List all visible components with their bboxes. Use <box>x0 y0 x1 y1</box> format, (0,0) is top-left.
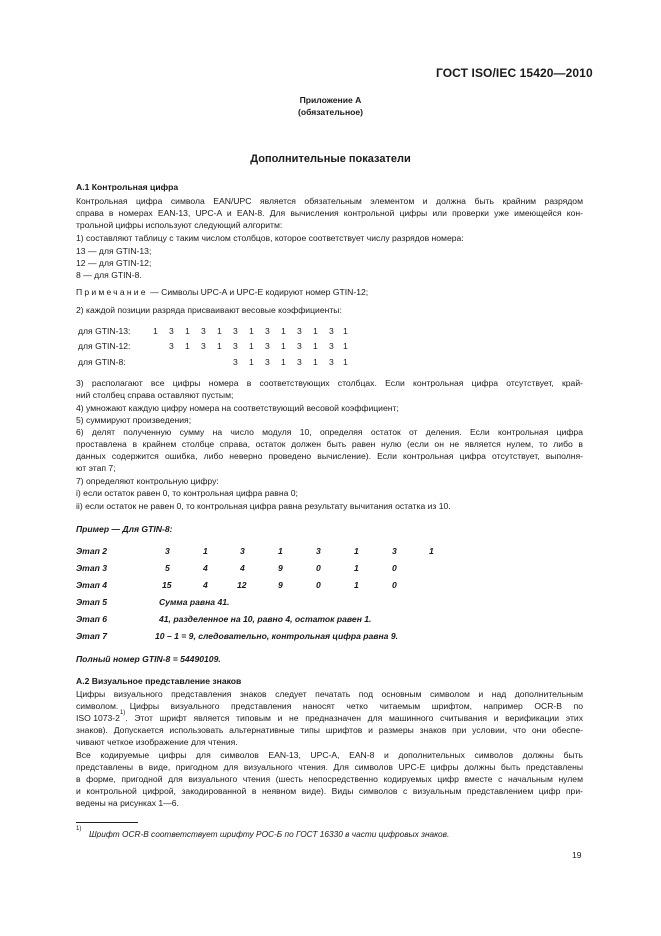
example-cell: 0 <box>392 563 397 573</box>
weight-cell: 3 <box>169 326 174 336</box>
a2-p2-line-3: в форме, пригодной для визуального чтения (шесть непосредственно кодируемых цифр вместе с начальным нулем <box>76 774 583 784</box>
weight-cell: 1 <box>313 357 318 367</box>
example-cell: 1 <box>354 580 359 590</box>
document-header: ГОСТ ISO/IEC 15420—2010 <box>436 66 593 80</box>
step-6-line-4: ют этап 7; <box>76 463 116 473</box>
weight-cell: 3 <box>329 341 334 351</box>
step-3-line-1: 3) располагают все цифры номера в соответствующих столбцах. Если контрольная цифра отсутствует, край- <box>76 378 583 388</box>
a2-p1-line-5: чивают четкое изображение для чтения. <box>76 737 238 747</box>
example-row-label-2: Этап 2 <box>76 546 108 556</box>
example-cell: 4 <box>240 563 245 573</box>
a1-p1-line-2: справа в номерах EAN-13, UPC-A и EAN-8. Для вычисления контрольной цифры или проверки уже имеющейся кон- <box>76 208 583 218</box>
step-2: 2) каждой позиции разряда присваивают весовые коэффициенты: <box>76 305 342 315</box>
a2-p1-line-3 <box>76 710 583 724</box>
weight-cell: 3 <box>201 341 206 351</box>
step-6-line-1: 6) делят полученную сумму на число модуля 10, определяя остаток от деления. Если контрольная цифра <box>76 427 583 437</box>
example-cell: 15 <box>162 580 172 590</box>
example-cell: 9 <box>278 563 283 573</box>
weight-cell: 3 <box>265 357 270 367</box>
weight-cell: 1 <box>249 326 254 336</box>
a2-p1-line-2: символом. Цифры визуального представления наносят четко читаемым шрифтом, например OCR-B по <box>76 701 583 711</box>
weight-cell: 1 <box>281 326 286 336</box>
footnote-text: Шрифт OCR-B соответствует шрифту РОС-Б по ГОСТ 16330 в части цифровых знаков. <box>89 829 450 839</box>
step-5: 5) суммируют произведения; <box>76 415 192 425</box>
note-text: — Символы UPC-A и UPC-E кодируют номер GTIN-12; <box>150 287 369 297</box>
weight-cell: 3 <box>169 341 174 351</box>
example-cell: 1 <box>354 546 359 556</box>
step-7-i: i) если остаток равен 0, то контрольная цифра равна 0; <box>76 488 298 498</box>
a2-p2-line-4: и контрольной цифрой, закодированной в неявном виде). Виды символов с визуальным представлением цифр при- <box>76 786 583 796</box>
example-cell: 9 <box>278 580 283 590</box>
example-cell: 1 <box>203 546 208 556</box>
weight-cell: 3 <box>265 341 270 351</box>
a1-heading: А.1 Контрольная цифра <box>76 182 179 192</box>
appendix-title: Приложение А <box>299 95 362 105</box>
example-step5-text: Сумма равна 41. <box>159 597 230 607</box>
weight-cell: 3 <box>233 326 238 336</box>
example-cell: 1 <box>278 546 283 556</box>
a2-p2-line-2: представлены в виде, пригодном для визуального чтения. Для символов UPC-E цифры должны быть представлены <box>76 762 583 772</box>
gtin-8: 8 — для GTIN-8. <box>76 270 142 280</box>
weight-cell: 1 <box>153 326 158 336</box>
step-6-line-2: проставлена в крайнем столбце справа, остаток должен быть равен нулю (если он не является нулем, то либо в <box>76 439 583 449</box>
weight-cell: 3 <box>297 357 302 367</box>
example-step6-text: 41, разделенное на 10, равно 4, остаток равен 1. <box>159 614 372 624</box>
weight-cell: 1 <box>343 341 348 351</box>
example-step7-label: Этап 7 <box>76 631 108 641</box>
section-title: Дополнительные показатели <box>250 153 411 165</box>
a2-p2-line-1: Все кодируемые цифры для символов EAN-13, UPC-A, EAN-8 и дополнительных символов должны быть <box>76 750 583 760</box>
weight-cell: 3 <box>265 326 270 336</box>
gtin-13: 13 — для GTIN-13; <box>76 246 152 256</box>
a2-p1-line-4: знаков). Допускается использовать альтернативные типы шрифтов и размеры знаков при условии, что они обеспе- <box>76 725 583 735</box>
weight-cell: 3 <box>329 326 334 336</box>
step-6-line-3: данных содержится ошибка, либо неверно проведено вычисление). Если контрольная цифра отсутствует, выполня- <box>76 451 583 461</box>
weight-cell: 1 <box>343 357 348 367</box>
weight-cell: 1 <box>249 357 254 367</box>
example-cell: 1 <box>354 563 359 573</box>
weight-cell: 3 <box>297 341 302 351</box>
step-1: 1) составляют таблицу с таким числом столбцов, которое соответствует числу разрядов номера: <box>76 233 464 243</box>
weight-cell: 1 <box>185 341 190 351</box>
a2-p1-line-1: Цифры визуального представления знаков следует печатать под основным символом и над дополнительным <box>76 689 583 699</box>
page-number: 19 <box>572 850 582 860</box>
weights-label-gtin13: для GTIN-13: <box>78 326 131 336</box>
step-7: 7) определяют контрольную цифру: <box>76 476 219 486</box>
example-title: Пример — Для GTIN-8: <box>76 524 173 534</box>
weight-cell: 1 <box>343 326 348 336</box>
weight-cell: 1 <box>249 341 254 351</box>
note-label: Примечание <box>76 287 148 297</box>
a2-p1-line-3-rest: . Этот шрифт является типовым и не предназначен для машинного считывания и верификации этих <box>125 713 583 723</box>
weight-cell: 3 <box>329 357 334 367</box>
weights-label-gtin8: для GTIN-8: <box>78 357 126 367</box>
weight-cell: 1 <box>217 341 222 351</box>
note <box>76 287 368 298</box>
example-cell: 3 <box>316 546 321 556</box>
example-cell: 3 <box>240 546 245 556</box>
example-step6-label: Этап 6 <box>76 614 108 624</box>
example-cell: 5 <box>165 563 170 573</box>
weight-cell: 1 <box>313 341 318 351</box>
weights-label-gtin12: для GTIN-12: <box>78 341 131 351</box>
a2-heading: А.2 Визуальное представление знаков <box>76 676 242 686</box>
weight-cell: 3 <box>297 326 302 336</box>
example-cell: 0 <box>316 580 321 590</box>
example-full-number: Полный номер GTIN-8 = 54490109. <box>76 654 221 664</box>
footnote-marker: 1) <box>119 710 126 716</box>
step-3-line-2: ний столбец справа оставляют пустым; <box>76 390 234 400</box>
appendix-subtitle: (обязательное) <box>297 107 364 117</box>
example-step7-text: 10 – 1 = 9, следовательно, контрольная цифра равна 9. <box>155 631 398 641</box>
footnote-mark: 1) <box>76 826 82 832</box>
example-row-label-4: Этап 4 <box>76 580 108 590</box>
iso-reference: ISO 1073-2 <box>76 713 120 723</box>
weight-cell: 1 <box>313 326 318 336</box>
a1-p1-line-3: трольной цифры используют следующий алгоритм: <box>76 220 283 230</box>
weight-cell: 3 <box>201 326 206 336</box>
gtin-12: 12 — для GTIN-12; <box>76 258 152 268</box>
footnote-rule <box>76 822 138 823</box>
step-4: 4) умножают каждую цифру номера на соответствующий весовой коэффициент; <box>76 403 399 413</box>
step-7-ii: ii) если остаток не равен 0, то контрольная цифра равна результату вычитания остатка из 10. <box>76 501 451 511</box>
weight-cell: 3 <box>233 341 238 351</box>
example-cell: 1 <box>429 546 434 556</box>
example-cell: 0 <box>392 580 397 590</box>
weight-cell: 1 <box>281 341 286 351</box>
weight-cell: 1 <box>185 326 190 336</box>
example-cell: 4 <box>203 580 208 590</box>
example-cell: 3 <box>165 546 170 556</box>
weight-cell: 1 <box>281 357 286 367</box>
a2-p2-line-5: ведены на рисунках 1—6. <box>76 798 179 808</box>
weight-cell: 1 <box>217 326 222 336</box>
example-cell: 4 <box>203 563 208 573</box>
weight-cell: 3 <box>233 357 238 367</box>
example-row-label-3: Этап 3 <box>76 563 108 573</box>
example-cell: 3 <box>392 546 397 556</box>
example-step5-label: Этап 5 <box>76 597 108 607</box>
a1-p1-line-1: Контрольная цифра символа EAN/UPC является обязательным элементом и должна быть крайним разрядом <box>76 196 583 206</box>
example-cell: 12 <box>237 580 247 590</box>
example-cell: 0 <box>316 563 321 573</box>
